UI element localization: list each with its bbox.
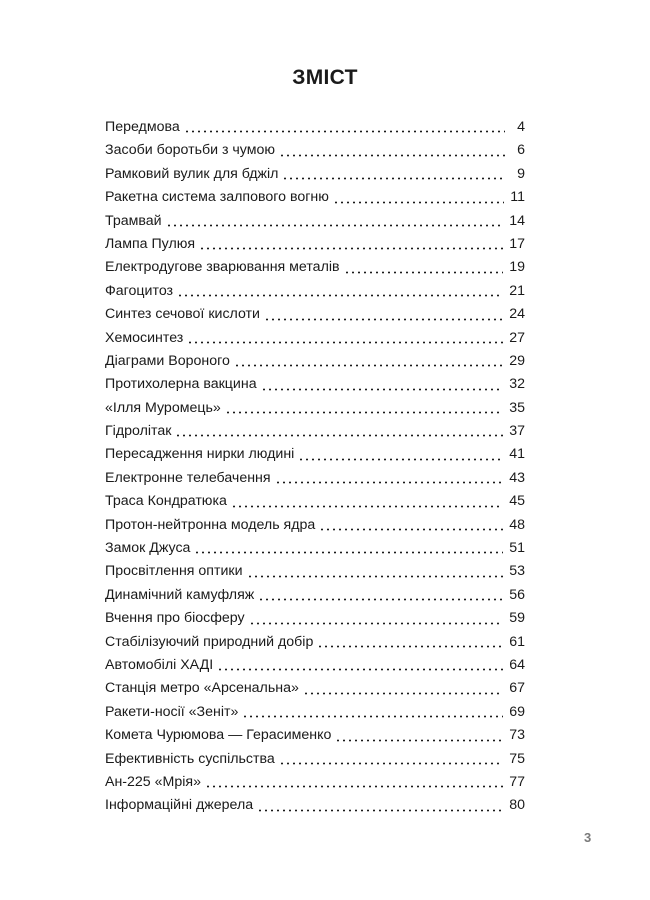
toc-entry-title: Пересадження нирки людині [105, 446, 295, 463]
dot-leader [279, 762, 503, 765]
toc-entry-title: Станція метро «Арсенальна» [105, 680, 299, 697]
toc-entry-page: 77 [509, 773, 525, 790]
table-of-contents [105, 116, 525, 818]
toc-entry-title: Електродугове зварювання металів [105, 259, 340, 276]
dot-leader [335, 739, 503, 742]
toc-entry-title: Лампа Пулюя [105, 235, 196, 252]
toc-entry-title: Гідролітак [105, 423, 172, 440]
dot-leader [184, 130, 505, 133]
toc-entry-title: Інформаційні джерела [105, 797, 254, 814]
toc-entry-page: 67 [509, 680, 525, 697]
toc-entry [105, 677, 525, 700]
toc-entry-title: Ефективність суспільства [105, 750, 275, 767]
toc-entry-page: 41 [509, 446, 525, 463]
toc-entry-page: 56 [509, 586, 525, 603]
dot-leader [275, 481, 504, 484]
dot-leader [242, 715, 503, 718]
toc-entry-title: Засоби боротьби з чумою [105, 142, 276, 159]
toc-entry-title: Хемосинтез [105, 329, 184, 346]
toc-entry-title: Автомобілі ХАДІ [105, 656, 214, 673]
page-title: ЗМІСТ [292, 66, 358, 89]
toc-entry-title: Просвітлення оптики [105, 563, 243, 580]
toc-entry-title: Ан-225 «Мрія» [105, 773, 201, 790]
toc-entry [105, 350, 525, 373]
toc-entry-title: Протихолерна вакцина [105, 376, 257, 393]
toc-entry-page: 9 [517, 165, 525, 182]
toc-entry [105, 514, 525, 537]
toc-entry-title: Діаграми Вороного [105, 352, 230, 369]
toc-entry-page: 51 [509, 540, 525, 557]
toc-entry-page: 17 [509, 235, 525, 252]
toc-entry-title: «Ілля Муромець» [105, 399, 221, 416]
toc-entry [105, 771, 525, 794]
dot-leader [231, 505, 503, 508]
toc-entry [105, 467, 525, 490]
toc-entry [105, 256, 525, 279]
dot-leader [247, 575, 504, 578]
dot-leader [199, 247, 503, 250]
toc-entry-page: 48 [509, 516, 525, 533]
dot-leader [333, 201, 504, 204]
toc-entry-title: Динамічний камуфляж [105, 586, 255, 603]
dot-leader [217, 668, 503, 671]
toc-entry-page: 24 [509, 306, 525, 323]
toc-entry [105, 560, 525, 583]
toc-entry-title: Рамковий вулик для бджіл [105, 165, 279, 182]
toc-entry-page: 61 [509, 633, 525, 650]
toc-entry-title: Трамвай [105, 212, 162, 229]
toc-entry-page: 80 [509, 797, 525, 814]
toc-entry [105, 794, 525, 817]
toc-entry-page: 43 [509, 469, 525, 486]
dot-leader [175, 434, 503, 437]
toc-entry-page: 73 [509, 727, 525, 744]
dot-leader [258, 598, 503, 601]
toc-entry-title: Передмова [105, 119, 180, 135]
dot-leader [194, 551, 503, 554]
toc-entry-page: 45 [509, 493, 525, 510]
toc-entry [105, 420, 525, 443]
toc-entry-title: Протон-нейтронна модель ядра [105, 516, 316, 533]
toc-entry [105, 631, 525, 654]
toc-entry-page: 6 [517, 142, 525, 159]
dot-leader [298, 458, 503, 461]
dot-leader [177, 294, 503, 297]
toc-entry-page: 21 [509, 282, 525, 299]
toc-entry-page: 32 [509, 376, 525, 393]
dot-leader [261, 388, 504, 391]
dot-leader [264, 318, 503, 321]
toc-entry [105, 490, 525, 513]
toc-entry-page: 64 [509, 656, 525, 673]
toc-entry [105, 584, 525, 607]
toc-entry-title: Стабілізуючий природний добір [105, 633, 314, 650]
toc-entry [105, 163, 525, 186]
toc-entry-page: 4 [517, 119, 525, 135]
dot-leader [249, 622, 504, 625]
toc-entry [105, 397, 525, 420]
toc-entry-page: 27 [509, 329, 525, 346]
toc-entry-title: Ракети-носії «Зеніт» [105, 703, 239, 720]
toc-entry [105, 116, 525, 139]
toc-entry-title: Комета Чурюмова — Герасименко [105, 727, 332, 744]
toc-entry-title: Синтез сечової кислоти [105, 306, 260, 323]
dot-leader [303, 692, 503, 695]
toc-entry-page: 37 [509, 423, 525, 440]
toc-entry-page: 19 [509, 259, 525, 276]
toc-entry-title: Замок Джуса [105, 540, 191, 557]
toc-entry-title: Електронне телебачення [105, 469, 271, 486]
toc-entry-page: 75 [509, 750, 525, 767]
toc-entry [105, 280, 525, 303]
dot-leader [279, 154, 505, 157]
toc-entry [105, 186, 525, 209]
dot-leader [344, 271, 504, 274]
toc-entry-title: Ракетна система залпового вогню [105, 189, 329, 206]
toc-entry [105, 748, 525, 771]
toc-entry-page: 29 [509, 352, 525, 369]
page-number: 3 [584, 830, 592, 845]
toc-entry [105, 210, 525, 233]
dot-leader [166, 224, 504, 227]
toc-entry [105, 607, 525, 630]
toc-entry-title: Вчення про біосферу [105, 610, 245, 627]
toc-entry [105, 724, 525, 747]
toc-entry-page: 59 [509, 610, 525, 627]
toc-entry [105, 139, 525, 162]
toc-entry-page: 53 [509, 563, 525, 580]
toc-entry-page: 69 [509, 703, 525, 720]
dot-leader [205, 785, 503, 788]
dot-leader [187, 341, 503, 344]
toc-entry [105, 233, 525, 256]
toc-entry-title: Фагоцитоз [105, 282, 174, 299]
toc-entry-page: 14 [509, 212, 525, 229]
toc-entry [105, 443, 525, 466]
dot-leader [234, 364, 503, 367]
dot-leader [317, 645, 503, 648]
toc-entry [105, 373, 525, 396]
dot-leader [225, 411, 503, 414]
toc-entry [105, 537, 525, 560]
toc-entry [105, 654, 525, 677]
dot-leader [282, 177, 505, 180]
toc-entry [105, 303, 525, 326]
toc-entry-title: Траса Кондратюка [105, 493, 227, 510]
dot-leader [257, 809, 503, 812]
dot-leader [319, 528, 503, 531]
toc-entry [105, 701, 525, 724]
toc-entry-page: 35 [509, 399, 525, 416]
toc-entry [105, 327, 525, 350]
toc-entry-page: 11 [510, 189, 525, 206]
